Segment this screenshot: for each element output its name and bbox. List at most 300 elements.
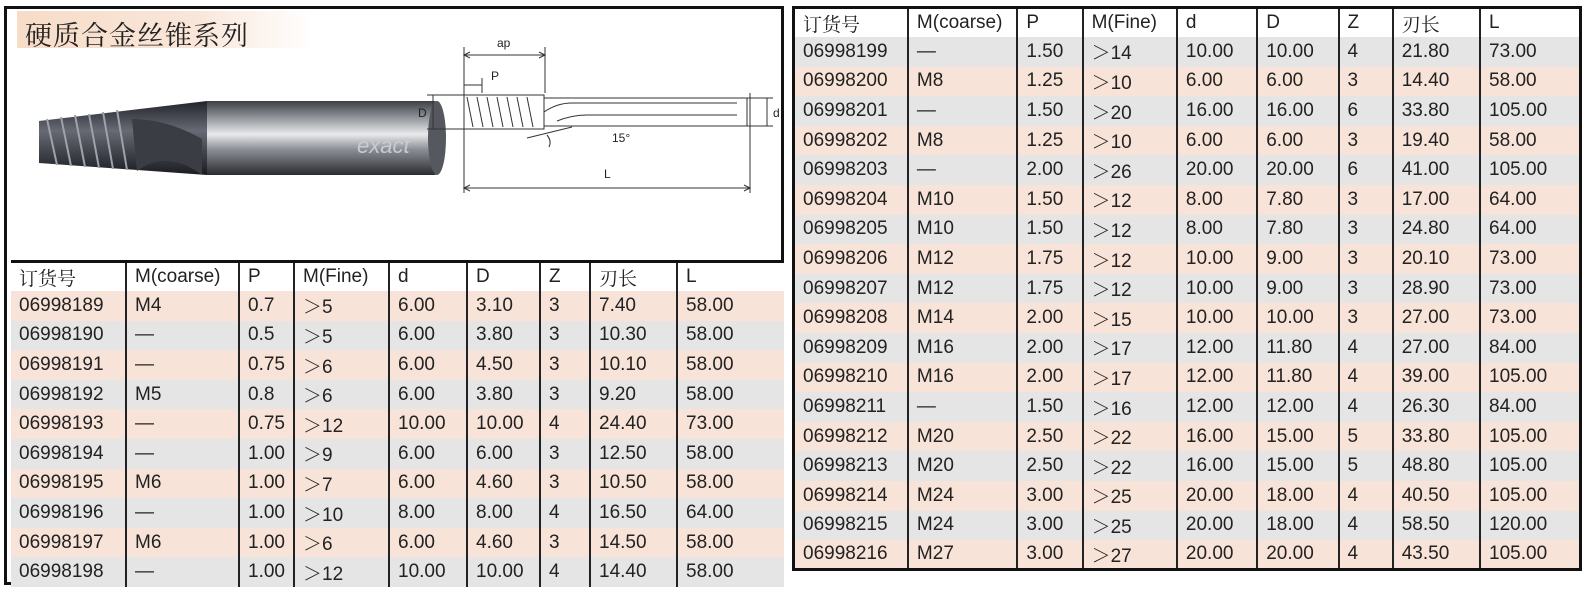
table-cell: 4: [1339, 511, 1393, 541]
table-cell: 84.00: [1480, 333, 1580, 363]
table-cell: 58.00: [677, 350, 784, 380]
table-row: [794, 185, 1581, 215]
table-cell: 8.00: [467, 498, 540, 528]
table-row: [11, 409, 784, 439]
table-cell: 9.00: [1257, 274, 1338, 304]
table-cell: 58.00: [677, 469, 784, 499]
table-cell: 12.00: [1177, 333, 1257, 363]
table-row: [794, 333, 1581, 363]
table-cell: 10.00: [389, 409, 467, 439]
table-cell: 06998210: [794, 363, 908, 393]
table-cell: M27: [908, 540, 1017, 570]
table-cell: 06998208: [794, 303, 908, 333]
table-cell: 6.00: [389, 321, 467, 351]
table-cell: 06998194: [11, 439, 126, 469]
table-cell: 6.00: [1257, 67, 1338, 97]
label-d-small: d: [773, 106, 780, 120]
table-cell: 3: [1339, 126, 1393, 156]
table-cell: ＞25: [1083, 481, 1177, 511]
table-cell: ＞22: [1083, 451, 1177, 481]
table-row: [794, 244, 1581, 274]
table-cell: 16.00: [1257, 96, 1338, 126]
table-cell: 8.00: [1177, 215, 1257, 245]
table-cell: 06998190: [11, 321, 126, 351]
table-cell: M16: [908, 363, 1017, 393]
table-cell: 6.00: [389, 380, 467, 410]
table-row: [794, 67, 1581, 97]
table-cell: M24: [908, 481, 1017, 511]
table-row: [794, 511, 1581, 541]
table-cell: 06998206: [794, 244, 908, 274]
table-cell: 16.00: [1177, 96, 1257, 126]
table-cell: 06998207: [794, 274, 908, 304]
table-cell: 58.00: [1480, 126, 1580, 156]
table-cell: 1.00: [239, 557, 294, 587]
table-cell: 06998189: [11, 291, 126, 321]
table-row: [794, 126, 1581, 156]
column-header: M(coarse): [126, 262, 239, 292]
table-row: [794, 481, 1581, 511]
table-cell: 1.00: [239, 498, 294, 528]
table-cell: 3.80: [467, 380, 540, 410]
table-cell: 18.00: [1257, 511, 1338, 541]
table-cell: 06998201: [794, 96, 908, 126]
table-row: [794, 274, 1581, 304]
table-cell: 4: [1339, 333, 1393, 363]
table-cell: 3: [1339, 185, 1393, 215]
table-cell: 06998202: [794, 126, 908, 156]
table-cell: 3: [1339, 244, 1393, 274]
column-header: Z: [540, 262, 590, 292]
table-cell: 12.00: [1177, 363, 1257, 393]
table-cell: 4: [1339, 392, 1393, 422]
table-cell: 64.00: [1480, 215, 1580, 245]
table-cell: 1.50: [1017, 185, 1082, 215]
table-cell: 06998192: [11, 380, 126, 410]
table-cell: 3: [1339, 67, 1393, 97]
table-cell: 15.00: [1257, 451, 1338, 481]
table-cell: 3: [540, 321, 590, 351]
table-cell: 06998193: [11, 409, 126, 439]
table-cell: 5: [1339, 422, 1393, 452]
column-header: P: [1017, 8, 1082, 38]
table-cell: 10.00: [1177, 37, 1257, 67]
table-cell: 3: [1339, 303, 1393, 333]
table-cell: ＞17: [1083, 333, 1177, 363]
spec-table-left: [11, 260, 784, 587]
table-cell: ＞27: [1083, 540, 1177, 570]
table-cell: 58.00: [677, 321, 784, 351]
table-cell: 10.00: [1257, 303, 1338, 333]
table-cell: 14.50: [590, 528, 677, 558]
table-cell: 2.50: [1017, 422, 1082, 452]
table-cell: M6: [126, 469, 239, 499]
column-header: d: [1177, 8, 1257, 38]
table-cell: 20.00: [1177, 540, 1257, 570]
table-row: [11, 291, 784, 321]
table-cell: 105.00: [1480, 363, 1580, 393]
table-cell: 41.00: [1393, 155, 1480, 185]
tap-photo: [17, 79, 447, 189]
table-cell: 21.80: [1393, 37, 1480, 67]
table-cell: 4.50: [467, 350, 540, 380]
table-cell: 43.50: [1393, 540, 1480, 570]
table-cell: 3: [1339, 215, 1393, 245]
table-cell: 27.00: [1393, 303, 1480, 333]
table-cell: 9.00: [1257, 244, 1338, 274]
table-cell: 06998216: [794, 540, 908, 570]
table-cell: 12.50: [590, 439, 677, 469]
table-cell: —: [908, 37, 1017, 67]
column-header: P: [239, 262, 294, 292]
table-cell: ＞15: [1083, 303, 1177, 333]
table-cell: 105.00: [1480, 481, 1580, 511]
left-panel: [4, 6, 784, 585]
table-cell: 58.00: [677, 528, 784, 558]
table-cell: 105.00: [1480, 451, 1580, 481]
column-header: M(coarse): [908, 8, 1017, 38]
table-cell: 26.30: [1393, 392, 1480, 422]
table-cell: ＞25: [1083, 511, 1177, 541]
table-cell: 10.00: [1257, 37, 1338, 67]
table-cell: ＞12: [1083, 185, 1177, 215]
table-cell: 1.50: [1017, 215, 1082, 245]
table-row: [794, 540, 1581, 570]
table-cell: 4: [1339, 37, 1393, 67]
table-cell: 1.75: [1017, 274, 1082, 304]
table-cell: 6: [1339, 96, 1393, 126]
table-cell: 06998213: [794, 451, 908, 481]
table-cell: ＞17: [1083, 363, 1177, 393]
table-cell: ＞20: [1083, 96, 1177, 126]
table-cell: 58.00: [677, 380, 784, 410]
table-cell: 10.00: [1177, 244, 1257, 274]
table-cell: ＞12: [294, 557, 389, 587]
table-cell: ＞26: [1083, 155, 1177, 185]
table-cell: 11.80: [1257, 333, 1338, 363]
table-cell: 58.00: [677, 557, 784, 587]
table-cell: ＞5: [294, 291, 389, 321]
table-cell: M4: [126, 291, 239, 321]
table-cell: M20: [908, 451, 1017, 481]
table-cell: 6.00: [389, 528, 467, 558]
table-cell: M24: [908, 511, 1017, 541]
table-cell: 3.00: [1017, 511, 1082, 541]
table-cell: 24.80: [1393, 215, 1480, 245]
table-cell: 20.00: [1257, 540, 1338, 570]
table-cell: 58.50: [1393, 511, 1480, 541]
table-cell: M10: [908, 185, 1017, 215]
table-cell: 1.25: [1017, 67, 1082, 97]
table-cell: 06998196: [11, 498, 126, 528]
table-cell: 6.00: [1177, 67, 1257, 97]
table-cell: ＞5: [294, 321, 389, 351]
column-header: 订货号: [11, 262, 126, 292]
table-cell: 39.00: [1393, 363, 1480, 393]
table-cell: —: [126, 321, 239, 351]
table-cell: M12: [908, 274, 1017, 304]
table-cell: 10.00: [467, 409, 540, 439]
table-cell: 4.60: [467, 469, 540, 499]
table-cell: 28.90: [1393, 274, 1480, 304]
table-cell: ＞10: [1083, 67, 1177, 97]
table-cell: 20.00: [1177, 511, 1257, 541]
table-cell: 16.00: [1177, 451, 1257, 481]
table-cell: 3.10: [467, 291, 540, 321]
table-cell: 2.00: [1017, 363, 1082, 393]
column-header: M(Fine): [1083, 8, 1177, 38]
table-cell: 1.25: [1017, 126, 1082, 156]
column-header: 刃长: [1393, 8, 1480, 38]
table-cell: 12.00: [1177, 392, 1257, 422]
table-cell: 3: [540, 380, 590, 410]
table-cell: 3: [540, 439, 590, 469]
table-cell: 1.50: [1017, 96, 1082, 126]
label-ap: ap: [497, 36, 511, 50]
table-cell: 1.50: [1017, 392, 1082, 422]
table-cell: 73.00: [677, 409, 784, 439]
table-cell: —: [126, 439, 239, 469]
table-cell: M16: [908, 333, 1017, 363]
table-row: [794, 215, 1581, 245]
table-cell: M10: [908, 215, 1017, 245]
table-cell: ＞6: [294, 528, 389, 558]
table-row: [794, 96, 1581, 126]
column-header: 刃长: [590, 262, 677, 292]
table-cell: 27.00: [1393, 333, 1480, 363]
column-header: L: [677, 262, 784, 292]
column-header: L: [1480, 8, 1580, 38]
table-row: [794, 37, 1581, 67]
table-cell: —: [126, 350, 239, 380]
table-cell: 06998195: [11, 469, 126, 499]
table-cell: 6: [1339, 155, 1393, 185]
table-cell: —: [126, 557, 239, 587]
table-cell: 6.00: [1257, 126, 1338, 156]
table-cell: 10.50: [590, 469, 677, 499]
column-header: 订货号: [794, 8, 908, 38]
table-cell: 06998212: [794, 422, 908, 452]
table-cell: 1.00: [239, 439, 294, 469]
table-cell: M20: [908, 422, 1017, 452]
table-cell: 6.00: [389, 291, 467, 321]
table-cell: 6.00: [389, 439, 467, 469]
table-cell: 20.00: [1257, 155, 1338, 185]
table-cell: —: [908, 392, 1017, 422]
table-cell: 1.00: [239, 528, 294, 558]
table-cell: 24.40: [590, 409, 677, 439]
table-cell: ＞14: [1083, 37, 1177, 67]
table-cell: 06998191: [11, 350, 126, 380]
table-cell: 18.00: [1257, 481, 1338, 511]
table-row: [11, 380, 784, 410]
table-cell: 105.00: [1480, 540, 1580, 570]
table-cell: —: [908, 155, 1017, 185]
table-cell: M5: [126, 380, 239, 410]
column-header: Z: [1339, 8, 1393, 38]
table-cell: 3: [540, 469, 590, 499]
table-cell: 4: [540, 557, 590, 587]
table-cell: 58.00: [677, 439, 784, 469]
table-row: [794, 451, 1581, 481]
table-cell: 17.00: [1393, 185, 1480, 215]
table-cell: ＞10: [1083, 126, 1177, 156]
table-cell: 5: [1339, 451, 1393, 481]
table-cell: 6.00: [1177, 126, 1257, 156]
table-cell: 6.00: [389, 350, 467, 380]
table-cell: 8.00: [1177, 185, 1257, 215]
table-cell: ＞12: [294, 409, 389, 439]
table-cell: 1.50: [1017, 37, 1082, 67]
label-length: L: [604, 167, 611, 181]
table-cell: 2.50: [1017, 451, 1082, 481]
table-cell: ＞16: [1083, 392, 1177, 422]
table-cell: ＞22: [1083, 422, 1177, 452]
table-cell: 4: [1339, 363, 1393, 393]
table-cell: 06998203: [794, 155, 908, 185]
table-cell: 3.00: [1017, 540, 1082, 570]
table-cell: 06998205: [794, 215, 908, 245]
table-cell: 3: [540, 528, 590, 558]
table-cell: ＞12: [1083, 244, 1177, 274]
page-title: 硬质合金丝锥系列: [25, 21, 249, 52]
table-row: [794, 303, 1581, 333]
table-cell: 2.00: [1017, 155, 1082, 185]
table-row: [794, 392, 1581, 422]
table-cell: 120.00: [1480, 511, 1580, 541]
table-cell: 33.80: [1393, 422, 1480, 452]
spec-table-right: [792, 6, 1582, 571]
table-cell: 3: [1339, 274, 1393, 304]
table-cell: 2.00: [1017, 303, 1082, 333]
table-cell: 06998199: [794, 37, 908, 67]
table-cell: 6.00: [467, 439, 540, 469]
table-cell: ＞12: [1083, 215, 1177, 245]
table-cell: 06998215: [794, 511, 908, 541]
table-row: [11, 498, 784, 528]
table-cell: ＞6: [294, 350, 389, 380]
table-cell: 06998200: [794, 67, 908, 97]
table-cell: —: [126, 498, 239, 528]
table-cell: 15.00: [1257, 422, 1338, 452]
table-cell: ＞7: [294, 469, 389, 499]
table-cell: 0.7: [239, 291, 294, 321]
table-cell: 20.00: [1177, 481, 1257, 511]
table-cell: ＞6: [294, 380, 389, 410]
table-cell: 3: [540, 350, 590, 380]
table-cell: ＞9: [294, 439, 389, 469]
table-row: [794, 363, 1581, 393]
table-cell: 48.80: [1393, 451, 1480, 481]
table-cell: 0.5: [239, 321, 294, 351]
table-cell: 4: [1339, 540, 1393, 570]
table-cell: 64.00: [677, 498, 784, 528]
table-cell: 10.00: [1177, 274, 1257, 304]
table-cell: 64.00: [1480, 185, 1580, 215]
table-cell: 4: [1339, 481, 1393, 511]
table-cell: 73.00: [1480, 37, 1580, 67]
table-cell: M6: [126, 528, 239, 558]
table-cell: 06998198: [11, 557, 126, 587]
table-cell: 10.00: [389, 557, 467, 587]
table-row: [11, 528, 784, 558]
table-cell: M8: [908, 126, 1017, 156]
table-cell: 14.40: [590, 557, 677, 587]
table-cell: 20.10: [1393, 244, 1480, 274]
table-cell: 73.00: [1480, 274, 1580, 304]
table-cell: 3.80: [467, 321, 540, 351]
table-cell: 10.10: [590, 350, 677, 380]
table-cell: 105.00: [1480, 422, 1580, 452]
table-cell: 7.40: [590, 291, 677, 321]
title-band: [17, 11, 313, 52]
table-cell: 58.00: [677, 291, 784, 321]
table-cell: 20.00: [1177, 155, 1257, 185]
table-cell: 73.00: [1480, 303, 1580, 333]
table-cell: 14.40: [1393, 67, 1480, 97]
table-header-row: [794, 8, 1581, 38]
column-header: d: [389, 262, 467, 292]
photo-logo-text: exact: [357, 133, 410, 158]
table-cell: 4: [540, 409, 590, 439]
table-cell: M8: [908, 67, 1017, 97]
table-cell: 105.00: [1480, 96, 1580, 126]
label-angle: 15°: [612, 131, 631, 145]
table-cell: ＞12: [1083, 274, 1177, 304]
label-d-large: D: [418, 106, 427, 120]
tap-technical-drawing: [407, 23, 787, 203]
label-p: P: [491, 69, 500, 83]
table-cell: —: [126, 409, 239, 439]
table-cell: M14: [908, 303, 1017, 333]
table-cell: 1.00: [239, 469, 294, 499]
table-cell: 3: [540, 291, 590, 321]
table-cell: 84.00: [1480, 392, 1580, 422]
table-header-row: [11, 262, 784, 292]
table-row: [11, 439, 784, 469]
table-cell: 06998197: [11, 528, 126, 558]
table-cell: 9.20: [590, 380, 677, 410]
table-cell: ＞10: [294, 498, 389, 528]
table-row: [11, 557, 784, 587]
table-cell: 4: [540, 498, 590, 528]
table-row: [11, 469, 784, 499]
table-cell: 6.00: [389, 469, 467, 499]
table-cell: 06998204: [794, 185, 908, 215]
table-cell: 06998214: [794, 481, 908, 511]
table-cell: 11.80: [1257, 363, 1338, 393]
table-cell: 10.30: [590, 321, 677, 351]
table-cell: 2.00: [1017, 333, 1082, 363]
table-cell: 16.50: [590, 498, 677, 528]
table-cell: M12: [908, 244, 1017, 274]
table-cell: 06998211: [794, 392, 908, 422]
column-header: D: [467, 262, 540, 292]
table-cell: 33.80: [1393, 96, 1480, 126]
column-header: D: [1257, 8, 1338, 38]
table-row: [11, 350, 784, 380]
table-row: [794, 422, 1581, 452]
table-cell: 40.50: [1393, 481, 1480, 511]
table-cell: 7.80: [1257, 215, 1338, 245]
table-cell: 16.00: [1177, 422, 1257, 452]
table-cell: 1.75: [1017, 244, 1082, 274]
table-cell: 10.00: [1177, 303, 1257, 333]
table-cell: 12.00: [1257, 392, 1338, 422]
table-cell: —: [908, 96, 1017, 126]
table-cell: 8.00: [389, 498, 467, 528]
table-cell: 0.75: [239, 409, 294, 439]
